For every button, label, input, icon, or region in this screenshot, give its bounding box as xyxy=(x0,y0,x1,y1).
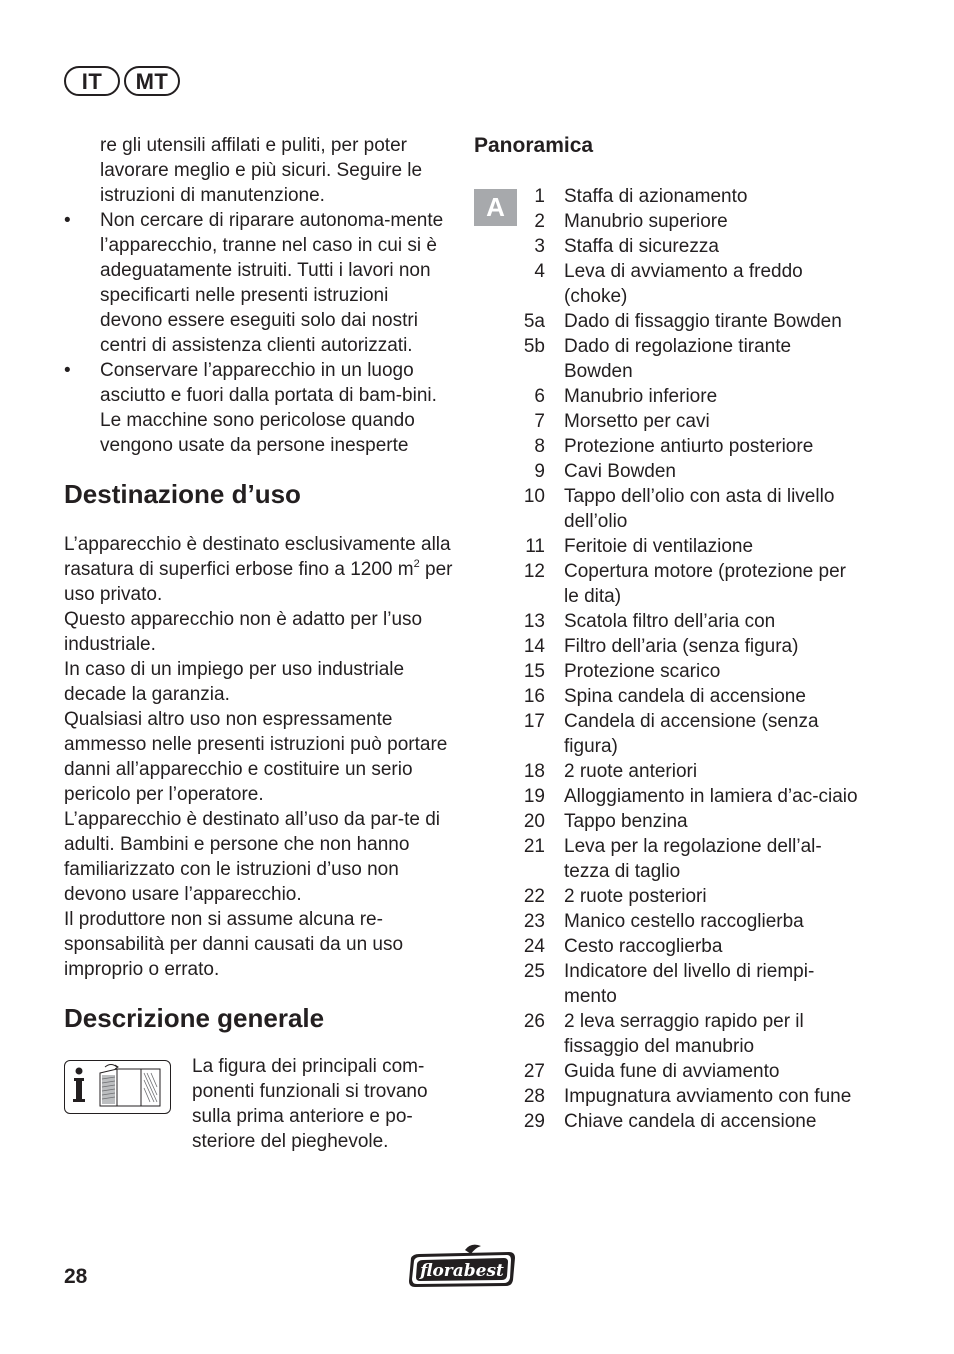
paragraph-text: per uso privato. xyxy=(64,559,453,605)
bullet-marker: • xyxy=(64,360,71,381)
part-label: Leva di avviamento a freddo (choke) xyxy=(564,261,803,307)
bullet-text: Conservare l’apparecchio in un luogo asciutto e fuori dalla portata di bam-bini. Le macchine sono pericolose quando vengono usate da persone inesperte xyxy=(100,360,437,456)
parts-list-item xyxy=(474,184,874,209)
parts-list-item xyxy=(474,934,874,959)
part-number: 6 xyxy=(534,386,545,407)
lang-badge-it: IT xyxy=(64,66,120,96)
parts-list-item xyxy=(474,459,874,484)
parts-list-item xyxy=(474,609,874,634)
figure-label-badge: A xyxy=(474,189,517,226)
part-number: 22 xyxy=(523,886,545,907)
parts-list-item xyxy=(474,384,874,409)
parts-list-item xyxy=(474,309,874,334)
logo-text: florabest xyxy=(420,1261,504,1281)
part-label: Indicatore del livello di riempi-mento xyxy=(564,961,815,1007)
part-number: 23 xyxy=(523,911,545,932)
part-number: 16 xyxy=(523,686,545,707)
part-label: Morsetto per cavi xyxy=(564,411,710,432)
superscript: 2 xyxy=(413,558,420,570)
part-number: 8 xyxy=(534,436,545,457)
paragraph: Il produttore non si assume alcuna re-sponsabilità per danni causati da un uso improprio o errato. xyxy=(64,909,404,980)
part-label: Dado di fissaggio tirante Bowden xyxy=(564,311,842,332)
part-label: Impugnatura avviamento con fune xyxy=(564,1086,852,1107)
parts-list-item xyxy=(474,1009,874,1059)
part-number: 7 xyxy=(534,411,545,432)
part-label: Protezione antiurto posteriore xyxy=(564,436,814,457)
part-label: Feritoie di ventilazione xyxy=(564,536,754,557)
bullet-text: Non cercare di riparare autonoma-mente l’apparecchio, tranne nel caso in cui si è adeguatamente istruiti. Tutti i lavori non specificarti nelle presenti istruzioni devono essere eseguiti solo dai nostri centri di assistenza clienti autorizzati. xyxy=(100,210,444,356)
part-label: Guida fune di avviamento xyxy=(564,1061,780,1082)
part-label: Tappo dell’olio con asta di livello dell’olio xyxy=(564,486,835,532)
parts-list-item xyxy=(474,809,874,834)
part-number: 24 xyxy=(523,936,545,957)
paragraph: In caso di un impiego per uso industriale decade la garanzia. xyxy=(64,659,405,705)
parts-list-item xyxy=(474,909,874,934)
section-heading-destinazione: Destinazione d’uso xyxy=(64,479,301,509)
parts-list-item xyxy=(474,559,874,609)
paragraph-text: L’apparecchio è destinato esclusivamente alla rasatura di superfici erbose fino a 1200 m xyxy=(64,534,451,580)
part-label: Leva per la regolazione dell’al-tezza di taglio xyxy=(564,836,822,882)
part-label: Spina candela di accensione xyxy=(564,686,806,707)
part-label: Staffa di sicurezza xyxy=(564,236,719,257)
part-number: 5a xyxy=(523,311,545,332)
part-label: Chiave candela di accensione xyxy=(564,1111,817,1132)
part-label: Filtro dell’aria (senza figura) xyxy=(564,636,799,657)
paragraph-area xyxy=(64,532,454,607)
lang-badge-mt: MT xyxy=(124,66,180,96)
part-number: 26 xyxy=(523,1011,545,1032)
parts-list-item xyxy=(474,759,874,784)
part-label: Candela di accensione (senza figura) xyxy=(564,711,819,757)
parts-list-item xyxy=(474,784,874,809)
part-number: 5b xyxy=(523,336,545,357)
part-number: 11 xyxy=(525,536,545,557)
left-column xyxy=(64,133,454,1154)
parts-list-item xyxy=(474,209,874,234)
part-label: Copertura motore (protezione per le dita) xyxy=(564,561,846,607)
part-number: 18 xyxy=(523,761,545,782)
section-heading-descrizione: Descrizione generale xyxy=(64,1003,325,1033)
bullet-marker: • xyxy=(64,210,71,231)
parts-list-item xyxy=(474,1059,874,1084)
part-number: 20 xyxy=(523,811,545,832)
part-number: 28 xyxy=(523,1086,545,1107)
part-label: Tappo benzina xyxy=(564,811,688,832)
part-number: 17 xyxy=(523,711,545,732)
info-text: La figura dei principali com-ponenti funzionali si trovano sulla prima anteriore e po-steriore del pieghevole. xyxy=(192,1056,428,1152)
part-label: Manubrio superiore xyxy=(564,211,728,232)
paragraph: Questo apparecchio non è adatto per l’uso industriale. xyxy=(64,609,423,655)
part-number: 3 xyxy=(534,236,545,257)
bullet-continuation: re gli utensili affilati e puliti, per poter lavorare meglio e più sicuri. Seguire le istruzioni di manutenzione. xyxy=(100,135,423,206)
part-number: 19 xyxy=(523,786,545,807)
part-number: 4 xyxy=(534,261,545,282)
florabest-logo xyxy=(405,1244,520,1290)
parts-list-item xyxy=(474,1109,874,1134)
info-block xyxy=(64,1054,454,1154)
right-column xyxy=(474,133,874,158)
part-number: 13 xyxy=(523,611,545,632)
parts-list-item xyxy=(474,1084,874,1109)
part-label: 2 ruote posteriori xyxy=(564,886,707,907)
parts-list-item xyxy=(474,834,874,884)
parts-list-item xyxy=(474,659,874,684)
part-number: 12 xyxy=(523,561,545,582)
page-number: 28 xyxy=(64,1265,88,1288)
parts-list-item xyxy=(474,634,874,659)
part-label: Manubrio inferiore xyxy=(564,386,718,407)
part-number: 29 xyxy=(523,1111,545,1132)
part-label: Staffa di azionamento xyxy=(564,186,748,207)
parts-list xyxy=(474,184,874,1134)
part-number: 27 xyxy=(523,1061,545,1082)
section-body-destinazione xyxy=(64,532,454,982)
bullet-item xyxy=(64,358,454,458)
paragraph: L’apparecchio è destinato all’uso da par-te di adulti. Bambini e persone che non hanno familiarizzato con le istruzioni d’uso non devono usare l’apparecchio. xyxy=(64,809,441,905)
part-label: Scatola filtro dell’aria con xyxy=(564,611,776,632)
parts-list-item xyxy=(474,484,874,534)
part-label: Protezione scarico xyxy=(564,661,721,682)
part-label: Cavi Bowden xyxy=(564,461,676,482)
parts-list-item xyxy=(474,709,874,759)
language-badges xyxy=(64,66,180,96)
panoramica-heading: Panoramica xyxy=(474,134,594,157)
part-label: Alloggiamento in lamiera d’ac-ciaio xyxy=(564,786,858,807)
part-label: Manico cestello raccoglierba xyxy=(564,911,804,932)
part-number: 25 xyxy=(523,961,545,982)
parts-list-item xyxy=(474,334,874,384)
part-number: 14 xyxy=(523,636,545,657)
part-label: Dado di regolazione tirante Bowden xyxy=(564,336,792,382)
parts-list-item xyxy=(474,234,874,259)
info-foldout-icon xyxy=(64,1060,171,1114)
parts-list-item xyxy=(474,534,874,559)
part-label: 2 leva serraggio rapido per il fissaggio del manubrio xyxy=(564,1011,804,1057)
parts-list-item xyxy=(474,959,874,1009)
parts-list-item xyxy=(474,884,874,909)
parts-list-item xyxy=(474,259,874,309)
bullet-item xyxy=(64,208,454,358)
part-number: 9 xyxy=(534,461,545,482)
parts-list-item xyxy=(474,434,874,459)
part-number: 21 xyxy=(523,836,545,857)
paragraph: Qualsiasi altro uso non espressamente ammesso nelle presenti istruzioni può portare danni all’apparecchio e costituire un serio pericolo per l’operatore. xyxy=(64,709,448,805)
part-number: 1 xyxy=(534,186,545,207)
parts-list-item xyxy=(474,409,874,434)
parts-list-item xyxy=(474,684,874,709)
part-number: 10 xyxy=(523,486,545,507)
part-number: 15 xyxy=(523,661,545,682)
part-number: 2 xyxy=(534,211,545,232)
part-label: 2 ruote anteriori xyxy=(564,761,698,782)
part-label: Cesto raccoglierba xyxy=(564,936,723,957)
